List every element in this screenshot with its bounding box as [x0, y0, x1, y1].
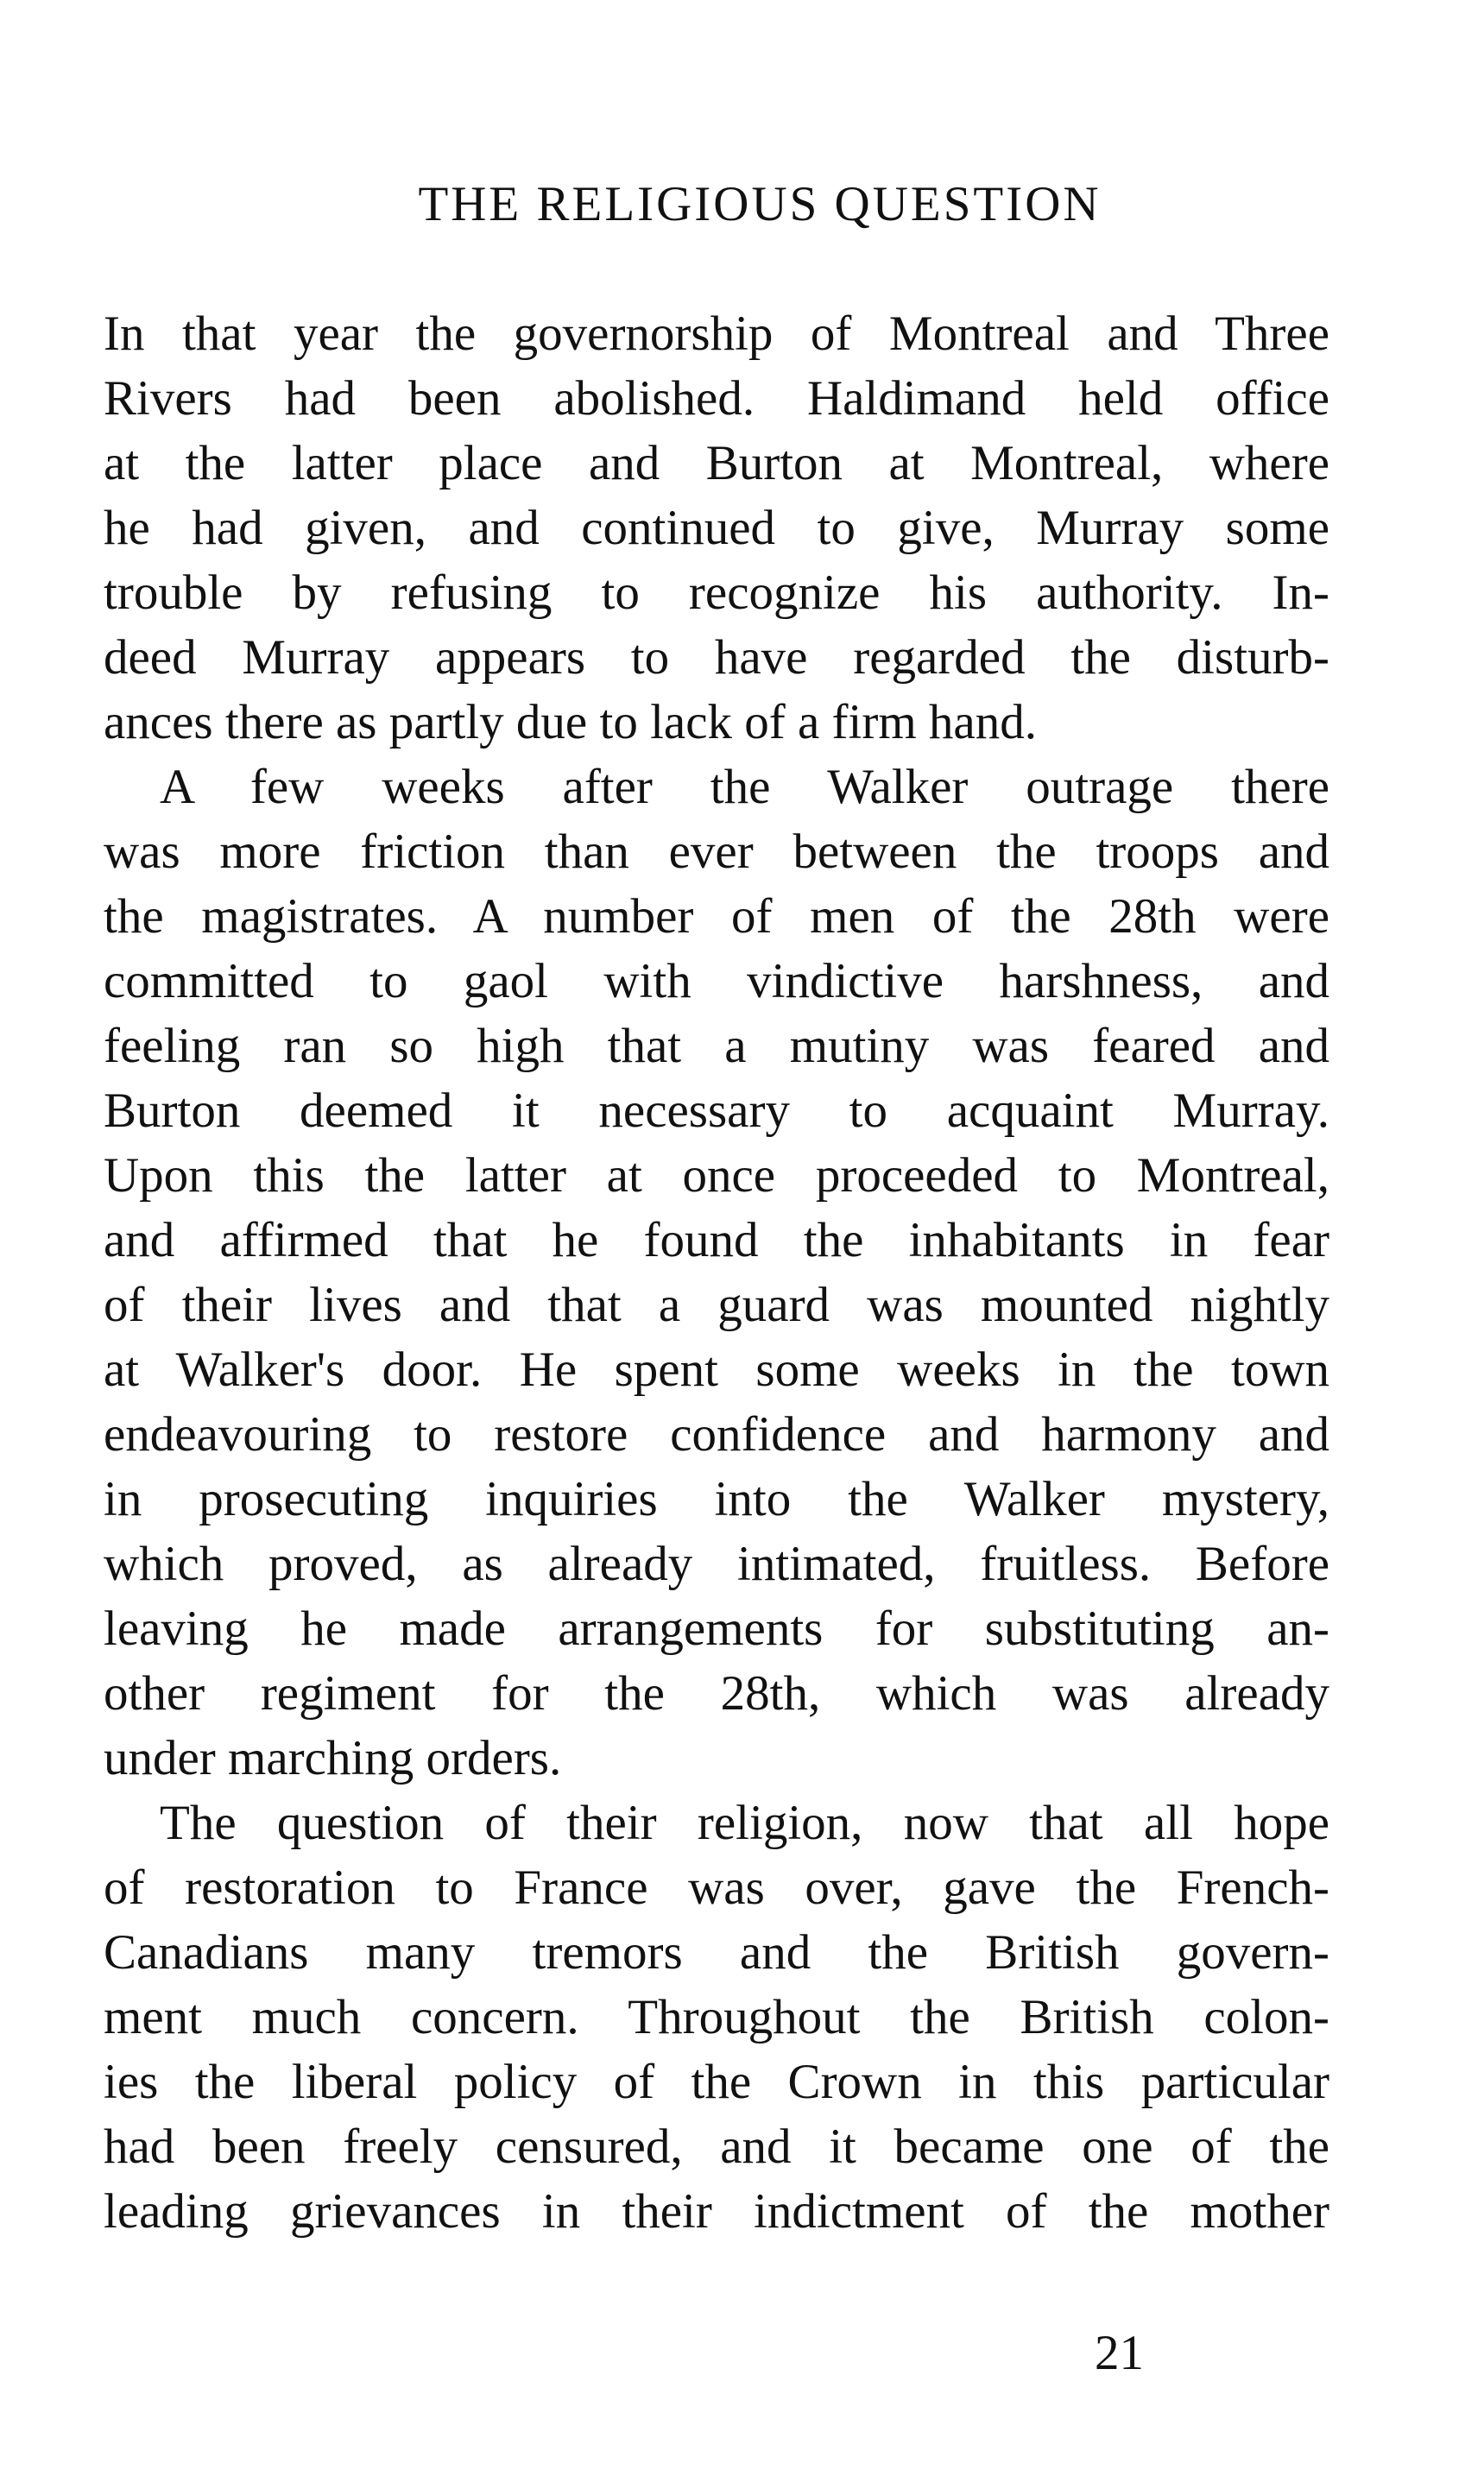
text-line: Rivers had been abolished. Haldimand held office	[104, 371, 1329, 426]
text-line: which proved, as already intimated, fruitless. Before	[104, 1537, 1329, 1591]
text-line: The question of their religion, now that all hope	[160, 1796, 1329, 1850]
text-line: feeling ran so high that a mutiny was feared and	[104, 1019, 1329, 1073]
text-line: was more friction than ever between the troops and	[104, 824, 1329, 879]
page-number: 21	[1095, 2326, 1144, 2380]
text-line: the magistrates. A number of men of the 28th were	[104, 889, 1329, 944]
text-line: at Walker's door. He spent some weeks in the town	[104, 1342, 1329, 1397]
text-line: of restoration to France was over, gave the French-	[104, 1860, 1329, 1915]
text-line: deed Murray appears to have regarded the disturb-	[104, 630, 1329, 685]
text-line: In that year the governorship of Montreal and Three	[104, 306, 1329, 361]
text-line: ment much concern. Throughout the British colon-	[104, 1990, 1329, 2044]
text-line: and affirmed that he found the inhabitants in fear	[104, 1213, 1329, 1267]
text-line: he had given, and continued to give, Murray some	[104, 501, 1329, 555]
text-line: of their lives and that a guard was mounted nightly	[104, 1278, 1329, 1332]
text-line: Canadians many tremors and the British govern-	[104, 1925, 1329, 1980]
text-line: trouble by refusing to recognize his authority. In-	[104, 565, 1329, 620]
text-line: had been freely censured, and it became one of the	[104, 2119, 1329, 2174]
text-line: committed to gaol with vindictive harshness, and	[104, 954, 1329, 1008]
text-line: in prosecuting inquiries into the Walker mystery,	[104, 1472, 1329, 1526]
text-line: ies the liberal policy of the Crown in this particular	[104, 2055, 1329, 2109]
running-head: THE RELIGIOUS QUESTION	[418, 177, 1102, 231]
text-line: Upon this the latter at once proceeded to Montreal,	[104, 1148, 1329, 1203]
text-line: under marching orders.	[104, 1731, 562, 1785]
text-line: A few weeks after the Walker outrage there	[160, 760, 1329, 814]
text-line: Burton deemed it necessary to acquaint Murray.	[104, 1083, 1329, 1138]
text-line: at the latter place and Burton at Montreal, where	[104, 436, 1329, 490]
text-line: leaving he made arrangements for substituting an-	[104, 1601, 1329, 1656]
text-line: ances there as partly due to lack of a firm hand.	[104, 695, 1037, 749]
text-line: endeavouring to restore confidence and harmony and	[104, 1407, 1329, 1462]
text-line: other regiment for the 28th, which was already	[104, 1666, 1329, 1721]
text-line: leading grievances in their indictment of the mother	[104, 2184, 1329, 2239]
